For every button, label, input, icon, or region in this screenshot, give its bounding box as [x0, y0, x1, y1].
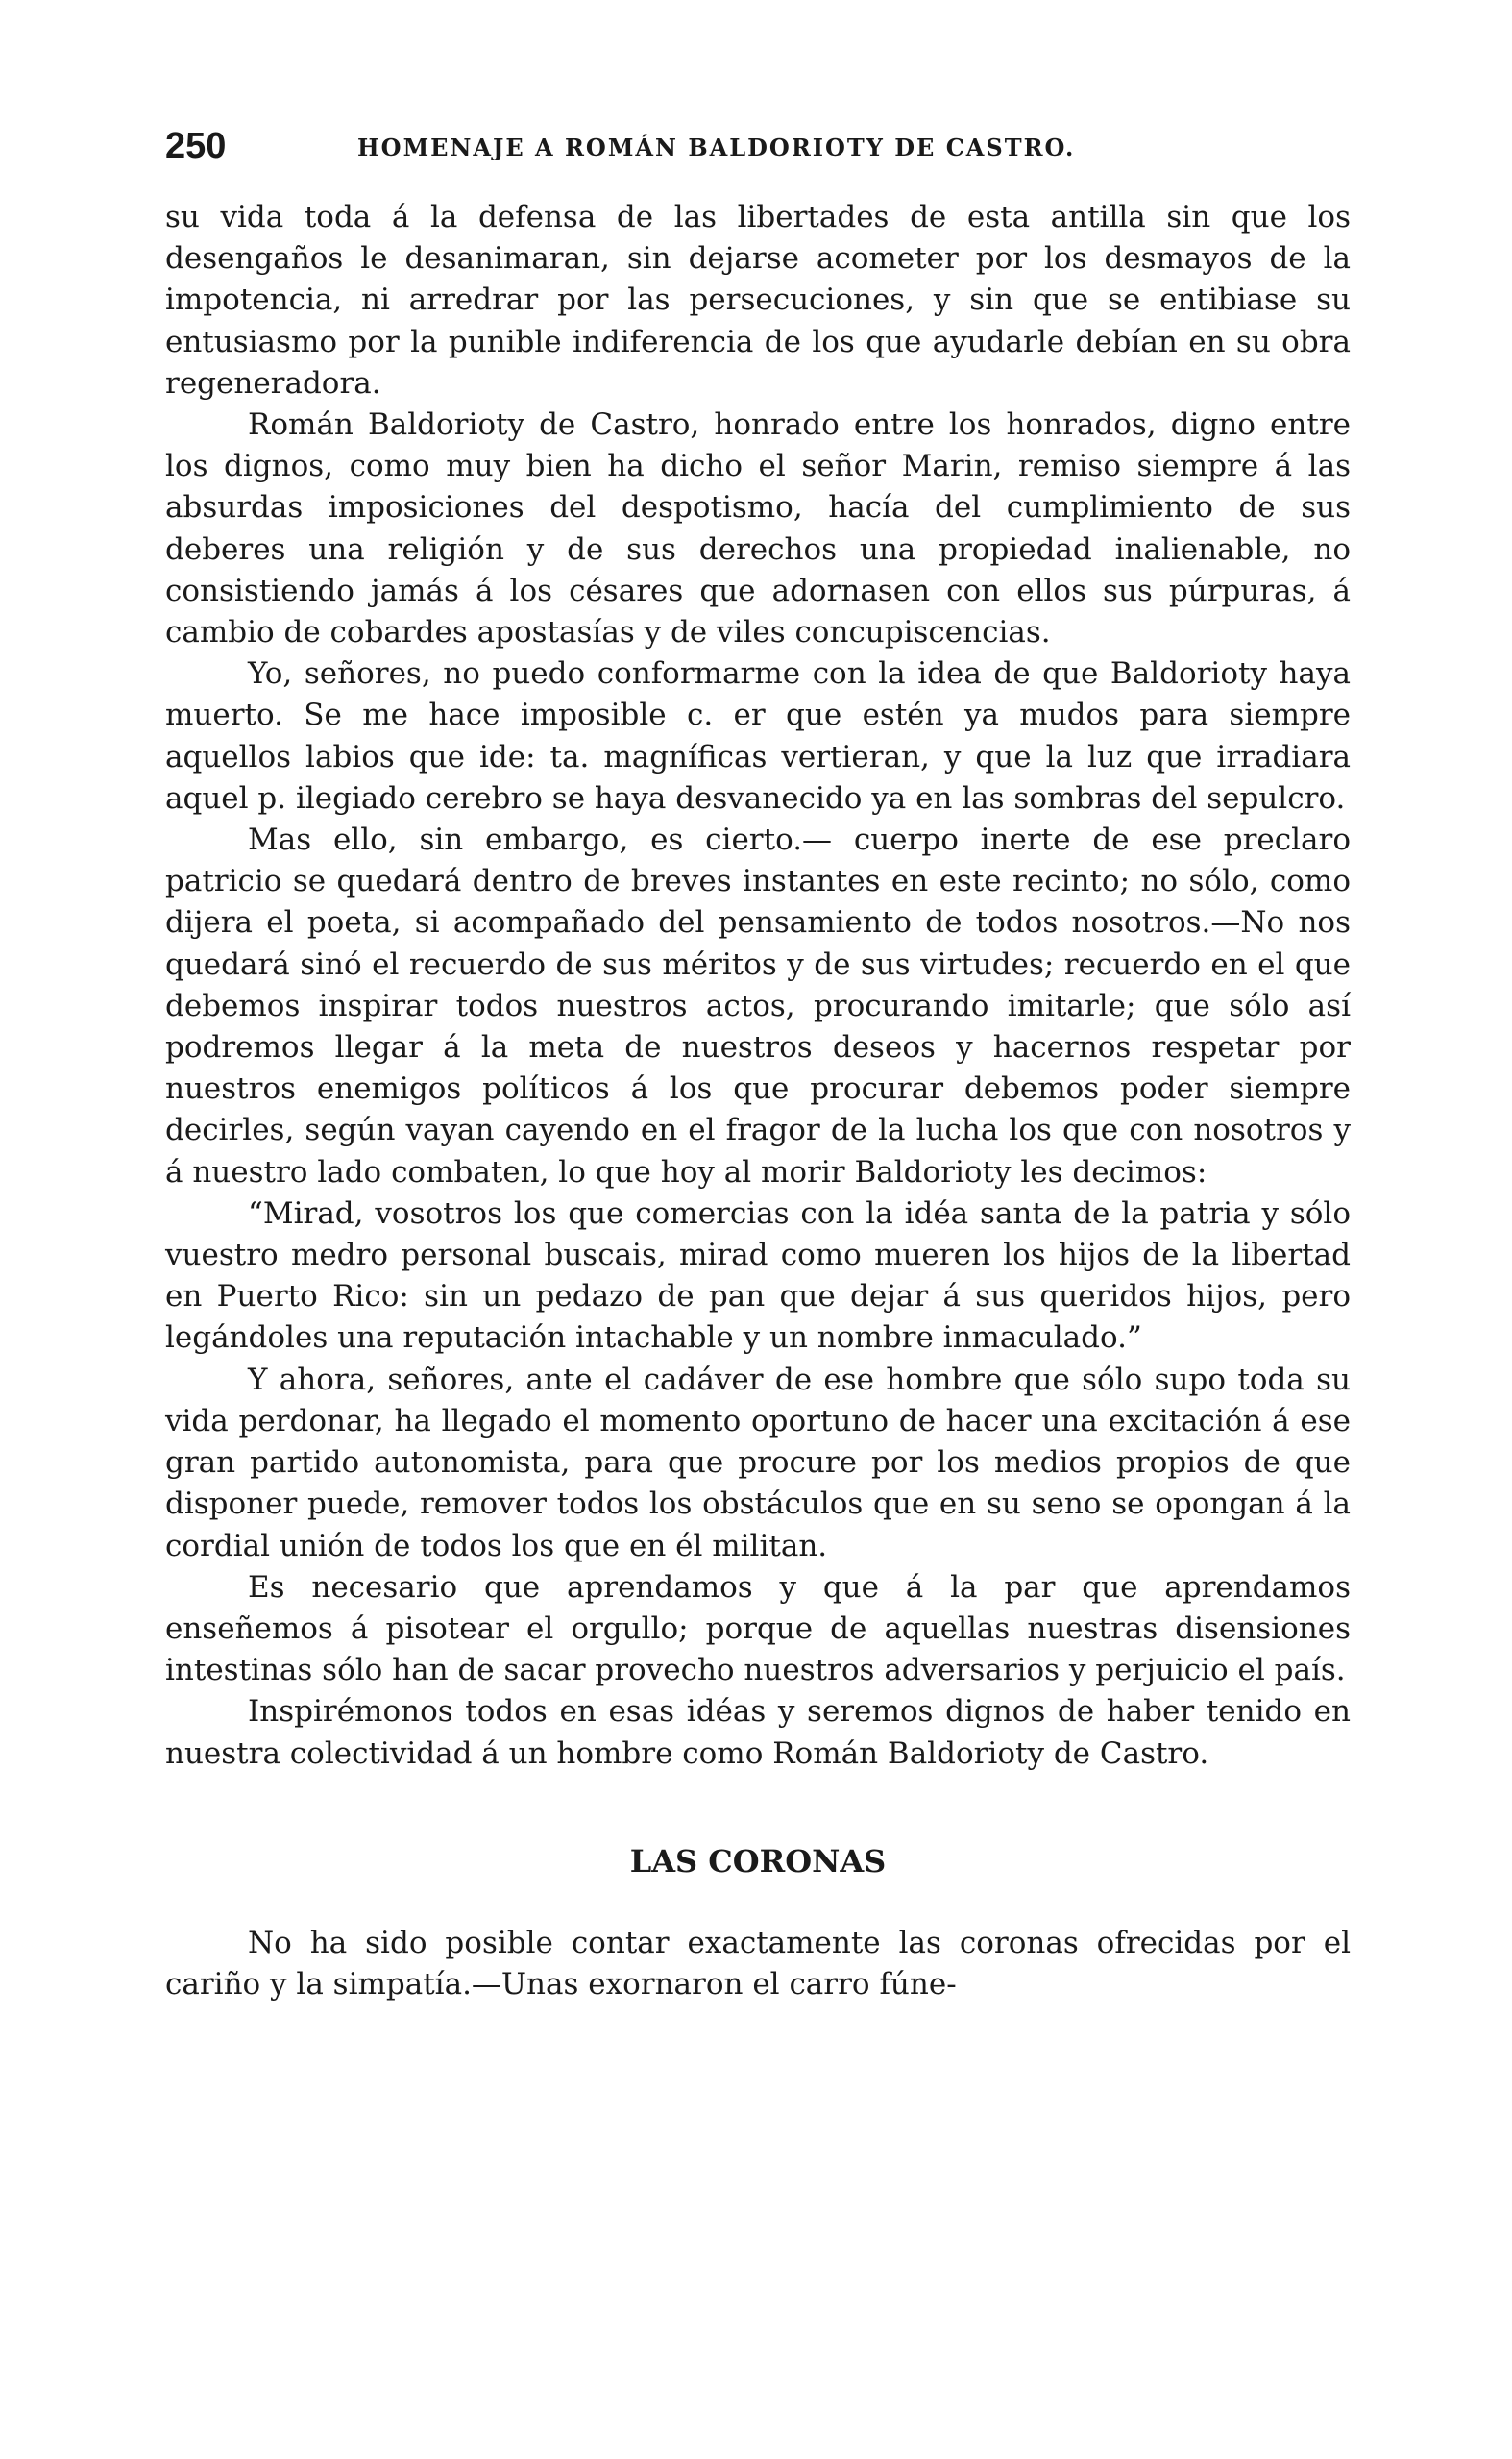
- page-header: [165, 125, 1351, 173]
- body-text: [165, 197, 1351, 2005]
- paragraph: Es necesario que aprendamos y que á la par que aprendamos enseñemos á pisotear el orgullo; porque de aquellas nuestras disensiones intestinas sólo han de sacar provecho nuestros adversarios y perjuicio el país.: [165, 1569, 1351, 1688]
- book-page: [165, 125, 1351, 2005]
- section-heading: LAS CORONAS: [629, 1842, 887, 1880]
- page-number: 250: [165, 126, 227, 166]
- section-paragraph: No ha sido posible contar exactamente las coronas ofrecidas por el cariño y la simpatía.—Unas exornaron el carro fúne-: [165, 1925, 1351, 2002]
- running-head: HOMENAJE A ROMÁN BALDORIOTY DE CASTRO.: [357, 134, 1076, 161]
- paragraph-quotation: “Mirad, vosotros los que comercias con la idéa santa de la patria y sólo vuestro medro personal buscais, mirad como mueren los hijos de la libertad en Puerto Rico: sin un pedazo de pan que dejar á sus queridos hijos, pero legándoles una reputación intachable y un nombre inmaculado.”: [165, 1195, 1351, 1356]
- paragraph: Yo, señores, no puedo conformarme con la idea de que Baldorioty haya muerto. Se me hace imposible c. er que estén ya mudos para siempre aquellos labios que ide: ta. magníficas vertieran, y que la luz que irradiara aquel p. ilegiado cerebro se haya desvanecido ya en las sombras del sepulcro.: [165, 656, 1351, 816]
- paragraph: Inspirémonos todos en esas idéas y seremos dignos de haber tenido en nuestra colectividad á un hombre como Román Baldorioty de Castro.: [165, 1694, 1351, 1771]
- paragraph: Román Baldorioty de Castro, honrado entre los honrados, digno entre los dignos, como muy bien ha dicho el señor Marin, remiso siempre á las absurdas imposiciones del despotismo, hacía del cumplimiento de sus deberes una religión y de sus derechos una propiedad inalienable, no consistiendo jamás á los césares que adornasen con ellos sus púrpuras, á cambio de cobardes apostasías y de viles concupiscencias.: [165, 407, 1351, 651]
- paragraph-continuation: su vida toda á la defensa de las libertades de esta antilla sin que los desengaños le desanimaran, sin dejarse acometer por los desmayos de la impotencia, ni arredrar por las persecuciones, y sin que se entibiase su entusiasmo por la punible indiferencia de los que ayudarle debían en su obra regeneradora.: [165, 200, 1351, 401]
- paragraph: Y ahora, señores, ante el cadáver de ese hombre que sólo supo toda su vida perdonar, ha llegado el momento oportuno de hacer una excitación á ese gran partido autonomista, para que procure por los medios propios de que disponer puede, remover todos los obstáculos que en su seno se opongan á la cordial unión de todos los que en él militan.: [165, 1362, 1351, 1563]
- paragraph: Mas ello, sin embargo, es cierto.— cuerpo inerte de ese preclaro patricio se quedará dentro de breves instantes en este recinto; no sólo, como dijera el poeta, si acompañado del pensamiento de todos nosotros.—No nos quedará sinó el recuerdo de sus méritos y de sus virtudes; recuerdo en el que debemos inspirar todos nuestros actos, procurando imitarle; que sólo así podremos llegar á la meta de nuestros deseos y hacernos respetar por nuestros enemigos políticos á los que procurar debemos poder siempre decirles, según vayan cayendo en el fragor de la lucha los que con nosotros y á nuestro lado combaten, lo que hoy al morir Baldorioty les decimos:: [165, 823, 1351, 1190]
